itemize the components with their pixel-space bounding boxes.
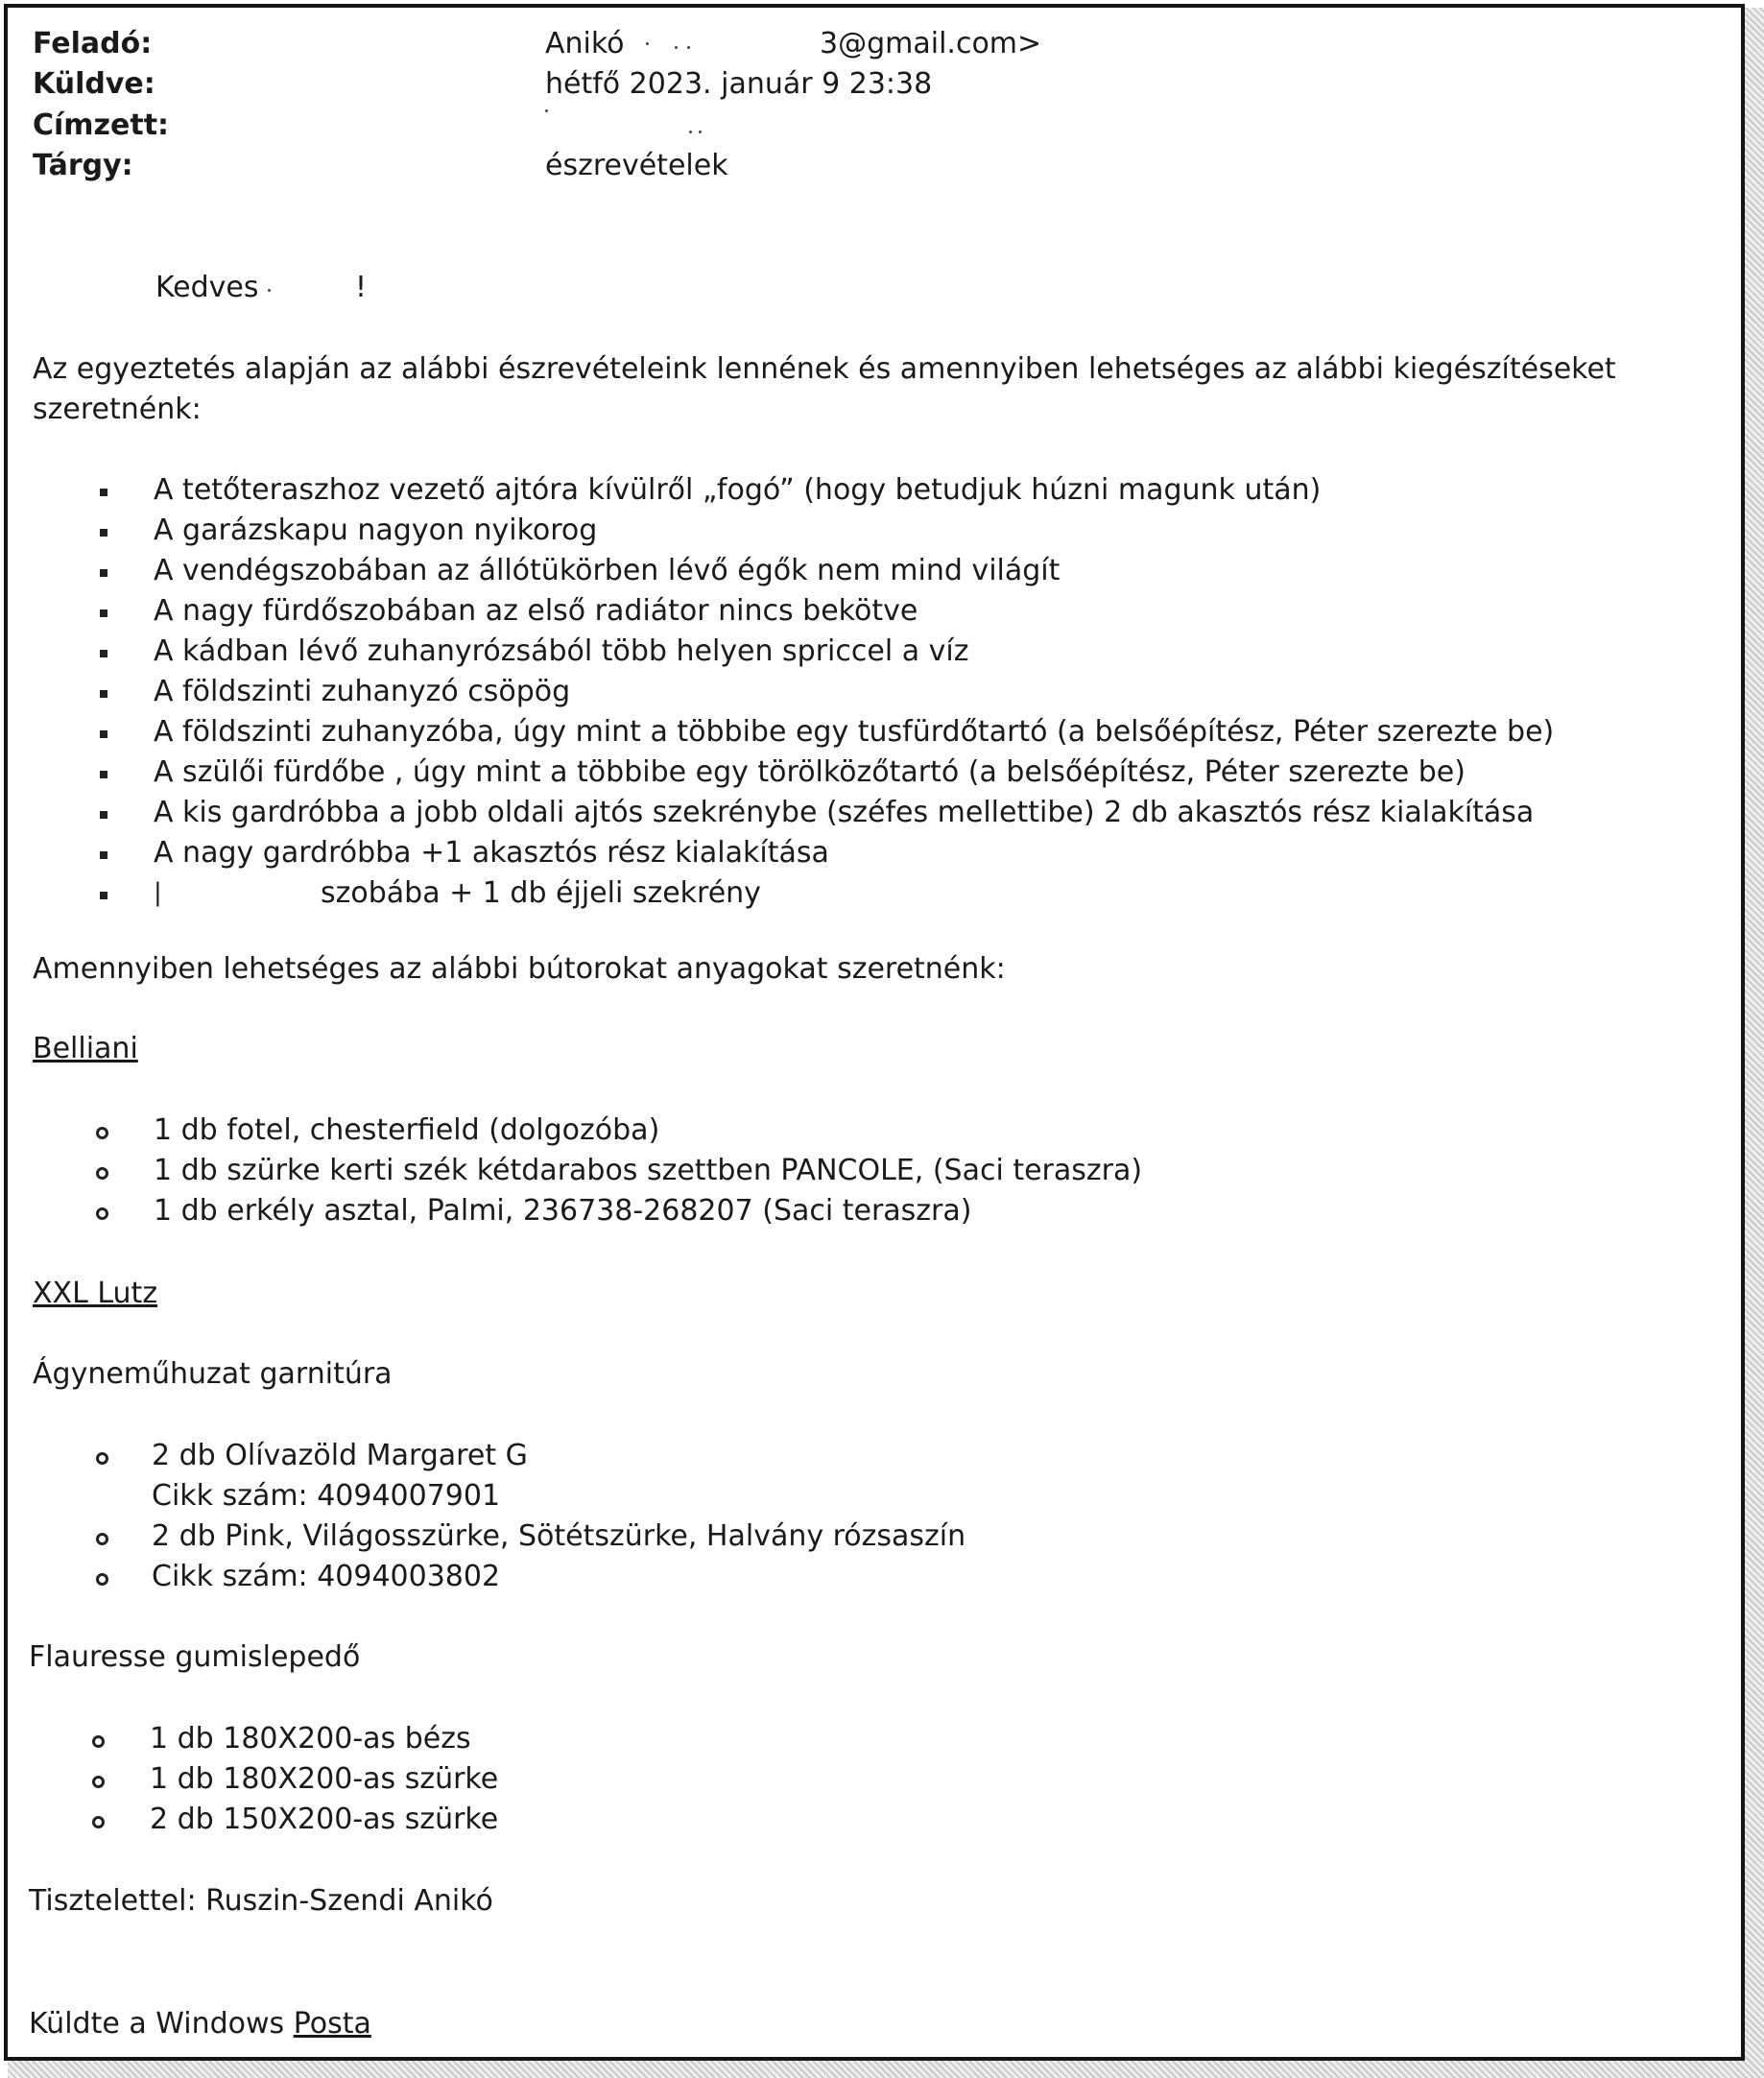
sent-value: hétfő 2023. január 9 23:38 bbox=[545, 67, 933, 101]
redaction-mark bbox=[675, 46, 678, 49]
square-bullet-icon bbox=[100, 609, 107, 617]
greeting-prefix: Kedves bbox=[155, 271, 259, 304]
xxxlutz-subheading: Ágyneműhuzat garnitúra bbox=[33, 1357, 393, 1391]
from-label: Feladó: bbox=[33, 27, 153, 60]
list-item: 1 db 180X200-as bézs bbox=[150, 1722, 471, 1756]
to-label: Címzett: bbox=[33, 108, 170, 142]
posta-link[interactable]: Posta bbox=[293, 2007, 371, 2041]
redaction-mark bbox=[268, 289, 271, 292]
email-printout bbox=[4, 4, 1745, 2061]
footer-text bbox=[29, 2003, 371, 2044]
redaction-mark bbox=[687, 46, 690, 49]
xxxlutz-heading: XXL Lutz bbox=[33, 1277, 158, 1310]
circle-bullet-icon bbox=[92, 1735, 105, 1748]
list-item: A kádban lévő zuhanyrózsából több helyen spriccel a víz bbox=[154, 634, 969, 668]
redaction-mark bbox=[689, 131, 692, 133]
square-bullet-icon bbox=[100, 569, 107, 577]
list-item: 1 db fotel, chesterfield (dolgozóba) bbox=[154, 1113, 660, 1147]
list-item: 1 db 180X200-as szürke bbox=[150, 1762, 499, 1796]
list-item: A nagy gardróbba +1 akasztós rész kialakítása bbox=[154, 836, 829, 870]
redaction-mark bbox=[699, 131, 702, 133]
list-item: Cikk szám: 4094003802 bbox=[152, 1560, 501, 1593]
list-item: A kis gardróbba a jobb oldali ajtós szekrénybe (széfes mellettibe) 2 db akasztós rész kialakítása bbox=[154, 796, 1535, 829]
list-item: 2 db Pink, Világosszürke, Sötétszürke, Halvány rózsaszín bbox=[152, 1519, 966, 1553]
circle-bullet-icon bbox=[96, 1127, 108, 1139]
list-item: 2 db 150X200-as szürke bbox=[150, 1803, 499, 1836]
square-bullet-icon bbox=[100, 690, 107, 698]
list-item: A tetőteraszhoz vezető ajtóra kívülről „fogó” (hogy betudjuk húzni magunk után) bbox=[154, 473, 1322, 507]
list-item: A vendégszobában az állótükörben lévő égők nem mind világít bbox=[154, 554, 1061, 587]
circle-bullet-icon bbox=[96, 1207, 108, 1220]
redaction-mark bbox=[545, 109, 548, 112]
circle-bullet-icon bbox=[92, 1816, 105, 1828]
redaction-mark bbox=[646, 42, 649, 45]
square-bullet-icon bbox=[100, 811, 107, 819]
redaction-mark: | bbox=[154, 878, 162, 907]
square-bullet-icon bbox=[100, 489, 107, 496]
list-item: szobába + 1 db éjjeli szekrény bbox=[321, 876, 761, 910]
list-item: A földszinti zuhanyzóba, úgy mint a többibe egy tusfürdőtartó (a belsőépítész, Péter szerezte be) bbox=[154, 715, 1555, 749]
from-value-suffix: 3@gmail.com> bbox=[820, 27, 1042, 60]
circle-bullet-icon bbox=[96, 1573, 108, 1586]
square-bullet-icon bbox=[100, 730, 107, 738]
from-value-prefix: Anikó bbox=[545, 27, 625, 60]
subject-value: észrevételek bbox=[545, 149, 728, 182]
intro-line-1: Az egyeztetés alapján az alábbi észrevételeink lennének és amennyiben lehetséges az alábbi kiegészítéseket bbox=[33, 352, 1616, 386]
belliani-heading: Belliani bbox=[33, 1032, 138, 1065]
square-bullet-icon bbox=[100, 892, 107, 899]
intro-line-2: szeretnénk: bbox=[33, 393, 202, 426]
circle-bullet-icon bbox=[96, 1167, 108, 1180]
square-bullet-icon bbox=[100, 771, 107, 778]
square-bullet-icon bbox=[100, 851, 107, 859]
greeting-suffix: ! bbox=[355, 271, 368, 304]
list-item: Cikk szám: 4094007901 bbox=[152, 1479, 501, 1513]
list-item: 1 db erkély asztal, Palmi, 236738-268207 (Saci teraszra) bbox=[154, 1194, 972, 1228]
footer-prefix: Küldte a Windows bbox=[29, 2007, 285, 2041]
subject-label: Tárgy: bbox=[33, 149, 133, 182]
furniture-intro: Amennyiben lehetséges az alábbi bútorokat anyagokat szeretnénk: bbox=[33, 952, 1006, 986]
circle-bullet-icon bbox=[96, 1452, 108, 1465]
list-item: A nagy fürdőszobában az első radiátor nincs bekötve bbox=[154, 594, 918, 628]
flauresse-heading: Flauresse gumislepedő bbox=[29, 1640, 361, 1674]
circle-bullet-icon bbox=[96, 1533, 108, 1545]
list-item: 2 db Olívazöld Margaret G bbox=[152, 1439, 528, 1472]
square-bullet-icon bbox=[100, 529, 107, 537]
list-item: 1 db szürke kerti szék kétdarabos szettben PANCOLE, (Saci teraszra) bbox=[154, 1154, 1143, 1187]
signature: Tisztelettel: Ruszin-Szendi Anikó bbox=[29, 1884, 493, 1918]
square-bullet-icon bbox=[100, 650, 107, 657]
list-item: A garázskapu nagyon nyikorog bbox=[154, 514, 598, 547]
sent-label: Küldve: bbox=[33, 67, 155, 101]
list-item: A szülői fürdőbe , úgy mint a többibe egy törölközőtartó (a belsőépítész, Péter szerezte be) bbox=[154, 755, 1466, 789]
list-item: A földszinti zuhanyzó csöpög bbox=[154, 675, 571, 708]
circle-bullet-icon bbox=[92, 1776, 105, 1788]
